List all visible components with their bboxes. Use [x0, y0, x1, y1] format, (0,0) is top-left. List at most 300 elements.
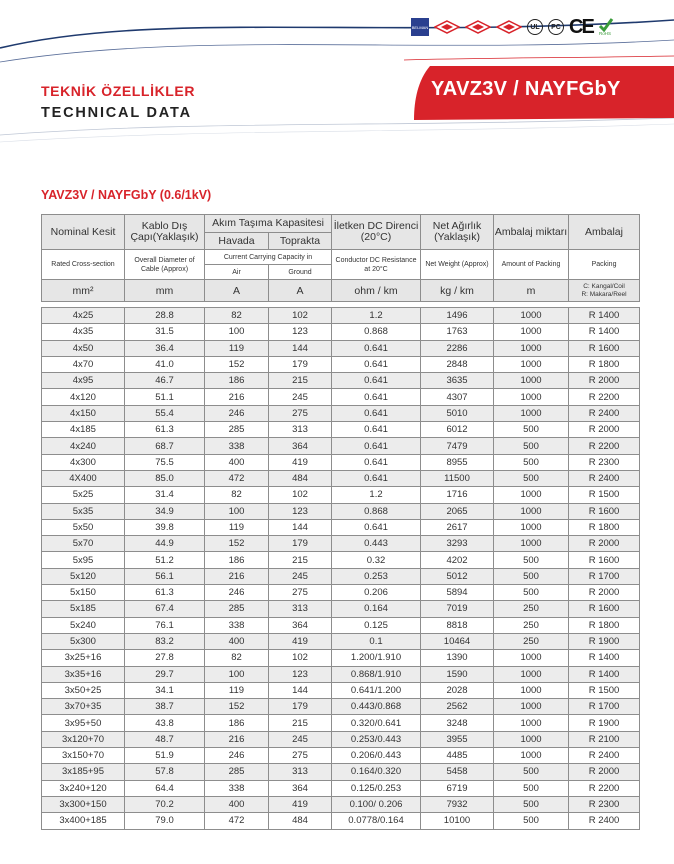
col-header-nominal: Nominal Kesit — [42, 215, 125, 250]
cell-weight: 5010 — [421, 405, 494, 421]
table-row — [42, 487, 640, 503]
cell-resistance: 0.641 — [332, 438, 421, 454]
cell-air: 246 — [205, 585, 269, 601]
cell-diameter: 51.9 — [125, 748, 205, 764]
cell-weight: 3955 — [421, 731, 494, 747]
table-row — [42, 324, 640, 340]
cell-resistance: 0.443 — [332, 536, 421, 552]
table-row — [42, 340, 640, 356]
cell-packing: R 1900 — [569, 715, 640, 731]
cell-packing-amount: 500 — [494, 813, 569, 829]
cell-air: 338 — [205, 438, 269, 454]
cell-ground: 275 — [269, 585, 332, 601]
unit-nominal: mm² — [42, 280, 125, 302]
cell-air: 216 — [205, 731, 269, 747]
cell-weight: 8818 — [421, 617, 494, 633]
cell-diameter: 41.0 — [125, 356, 205, 372]
col-subheader-air: Air — [205, 265, 269, 280]
cell-diameter: 28.8 — [125, 308, 205, 324]
cell-resistance: 0.641 — [332, 519, 421, 535]
cell-section: 3x300+150 — [42, 796, 125, 812]
cell-ground: 123 — [269, 666, 332, 682]
cell-resistance: 0.641 — [332, 356, 421, 372]
table-row — [42, 650, 640, 666]
cell-weight: 8955 — [421, 454, 494, 470]
cell-packing: R 1800 — [569, 617, 640, 633]
cell-weight: 6012 — [421, 422, 494, 438]
cell-weight: 11500 — [421, 470, 494, 486]
cell-packing-amount: 1000 — [494, 715, 569, 731]
cell-air: 338 — [205, 617, 269, 633]
cell-weight: 2617 — [421, 519, 494, 535]
cell-ground: 484 — [269, 813, 332, 829]
cell-diameter: 61.3 — [125, 422, 205, 438]
cell-section: 4x95 — [42, 373, 125, 389]
cell-section: 3x400+185 — [42, 813, 125, 829]
cell-resistance: 0.641 — [332, 454, 421, 470]
cell-resistance: 1.2 — [332, 487, 421, 503]
cell-section: 3x150+70 — [42, 748, 125, 764]
cell-diameter: 76.1 — [125, 617, 205, 633]
table-row — [42, 470, 640, 486]
col-subheader-packing: Packing — [569, 250, 640, 280]
cell-air: 152 — [205, 356, 269, 372]
cell-packing: R 1500 — [569, 682, 640, 698]
cell-resistance: 0.641 — [332, 340, 421, 356]
cell-packing-amount: 500 — [494, 454, 569, 470]
cell-weight: 1590 — [421, 666, 494, 682]
cell-resistance: 0.125 — [332, 617, 421, 633]
cell-resistance: 0.100/ 0.206 — [332, 796, 421, 812]
col-header-ground: Toprakta — [269, 233, 332, 250]
cell-air: 472 — [205, 813, 269, 829]
cell-weight: 4202 — [421, 552, 494, 568]
cell-section: 4x185 — [42, 422, 125, 438]
cell-section: 4x240 — [42, 438, 125, 454]
cell-packing: R 2300 — [569, 454, 640, 470]
cell-weight: 4307 — [421, 389, 494, 405]
cell-resistance: 0.641 — [332, 422, 421, 438]
cell-ground: 245 — [269, 389, 332, 405]
cell-packing: R 1600 — [569, 503, 640, 519]
section-title: YAVZ3V / NAYFGbY (0.6/1kV) — [41, 188, 212, 202]
cell-packing-amount: 1000 — [494, 405, 569, 421]
belman-logo: BELMAN — [411, 18, 429, 36]
cell-air: 338 — [205, 780, 269, 796]
table-row — [42, 454, 640, 470]
table-row — [42, 796, 640, 812]
cell-packing: R 1500 — [569, 487, 640, 503]
cell-resistance: 0.641 — [332, 405, 421, 421]
cell-section: 4x300 — [42, 454, 125, 470]
cell-air: 119 — [205, 519, 269, 535]
cell-ground: 215 — [269, 373, 332, 389]
cell-ground: 123 — [269, 503, 332, 519]
table-row — [42, 633, 640, 649]
cell-ground: 313 — [269, 422, 332, 438]
cell-packing-amount: 1000 — [494, 682, 569, 698]
cell-air: 186 — [205, 552, 269, 568]
cell-packing: R 2300 — [569, 796, 640, 812]
cell-packing-amount: 500 — [494, 438, 569, 454]
cell-weight: 7479 — [421, 438, 494, 454]
cell-resistance: 0.164/0.320 — [332, 764, 421, 780]
cell-section: 3x50+25 — [42, 682, 125, 698]
table-row — [42, 748, 640, 764]
cell-weight: 3635 — [421, 373, 494, 389]
cell-weight: 7932 — [421, 796, 494, 812]
col-header-capacity: Akım Taşıma Kapasitesi — [205, 215, 332, 233]
cell-air: 100 — [205, 666, 269, 682]
cell-diameter: 57.8 — [125, 764, 205, 780]
cell-diameter: 27.8 — [125, 650, 205, 666]
cell-packing-amount: 500 — [494, 470, 569, 486]
cell-diameter: 39.8 — [125, 519, 205, 535]
table-row — [42, 389, 640, 405]
cell-diameter: 61.3 — [125, 585, 205, 601]
table-row — [42, 682, 640, 698]
cell-diameter: 31.4 — [125, 487, 205, 503]
cell-weight: 1390 — [421, 650, 494, 666]
cell-weight: 5894 — [421, 585, 494, 601]
cell-resistance: 0.125/0.253 — [332, 780, 421, 796]
cell-ground: 364 — [269, 617, 332, 633]
table-body — [42, 308, 640, 830]
ce-mark-icon: CE — [569, 16, 593, 38]
cell-air: 186 — [205, 715, 269, 731]
cell-air: 216 — [205, 568, 269, 584]
cell-weight: 2028 — [421, 682, 494, 698]
cell-diameter: 83.2 — [125, 633, 205, 649]
cell-section: 4X400 — [42, 470, 125, 486]
table-row — [42, 699, 640, 715]
cell-resistance: 1.2 — [332, 308, 421, 324]
cell-air: 152 — [205, 699, 269, 715]
cell-packing: R 2000 — [569, 422, 640, 438]
cell-packing-amount: 1000 — [494, 731, 569, 747]
cell-packing-amount: 1000 — [494, 487, 569, 503]
cell-weight: 10464 — [421, 633, 494, 649]
cell-packing: R 2400 — [569, 470, 640, 486]
cell-diameter: 67.4 — [125, 601, 205, 617]
cell-air: 285 — [205, 601, 269, 617]
cell-ground: 245 — [269, 568, 332, 584]
col-subheader-resistance: Conductor DC Resistance at 20°C — [332, 250, 421, 280]
table-row — [42, 617, 640, 633]
cell-air: 246 — [205, 748, 269, 764]
cell-ground: 144 — [269, 340, 332, 356]
cell-air: 100 — [205, 503, 269, 519]
cell-ground: 245 — [269, 731, 332, 747]
cell-packing-amount: 250 — [494, 617, 569, 633]
cell-ground: 144 — [269, 682, 332, 698]
unit-ground: A — [269, 280, 332, 302]
cell-section: 5x300 — [42, 633, 125, 649]
cell-air: 285 — [205, 422, 269, 438]
cell-packing: R 1400 — [569, 308, 640, 324]
cell-packing-amount: 1000 — [494, 503, 569, 519]
cell-section: 3x25+16 — [42, 650, 125, 666]
unit-packing — [569, 280, 640, 302]
cell-section: 4x120 — [42, 389, 125, 405]
cell-ground: 419 — [269, 454, 332, 470]
cell-packing: R 2200 — [569, 438, 640, 454]
col-header-air: Havada — [205, 233, 269, 250]
cell-diameter: 46.7 — [125, 373, 205, 389]
svg-text:RoHS: RoHS — [598, 31, 611, 36]
cell-ground: 484 — [269, 470, 332, 486]
cell-section: 4x150 — [42, 405, 125, 421]
cell-diameter: 44.9 — [125, 536, 205, 552]
cell-diameter: 34.1 — [125, 682, 205, 698]
cell-resistance: 0.206 — [332, 585, 421, 601]
cell-diameter: 34.9 — [125, 503, 205, 519]
cell-ground: 275 — [269, 405, 332, 421]
cell-packing-amount: 1000 — [494, 699, 569, 715]
cell-packing-amount: 1000 — [494, 308, 569, 324]
cell-packing: R 2000 — [569, 764, 640, 780]
cell-packing-amount: 1000 — [494, 340, 569, 356]
cell-section: 3x120+70 — [42, 731, 125, 747]
cell-diameter: 68.7 — [125, 438, 205, 454]
table-row — [42, 764, 640, 780]
cell-resistance: 0.641/1.200 — [332, 682, 421, 698]
cell-air: 119 — [205, 340, 269, 356]
cell-packing-amount: 500 — [494, 552, 569, 568]
cell-ground: 275 — [269, 748, 332, 764]
col-subheader-diameter: Overall Diameter of Cable (Approx) — [125, 250, 205, 280]
table-row — [42, 813, 640, 829]
cell-section: 4x50 — [42, 340, 125, 356]
cell-ground: 364 — [269, 438, 332, 454]
cell-packing: R 2400 — [569, 405, 640, 421]
cell-diameter: 75.5 — [125, 454, 205, 470]
cell-section: 3x240+120 — [42, 780, 125, 796]
cell-ground: 179 — [269, 536, 332, 552]
cell-weight: 2286 — [421, 340, 494, 356]
cell-section: 5x35 — [42, 503, 125, 519]
cell-resistance: 1.200/1.910 — [332, 650, 421, 666]
cell-weight: 1763 — [421, 324, 494, 340]
cell-ground: 179 — [269, 356, 332, 372]
cell-resistance: 0.320/0.641 — [332, 715, 421, 731]
table-row — [42, 715, 640, 731]
cell-resistance: 0.206/0.443 — [332, 748, 421, 764]
cell-weight: 6719 — [421, 780, 494, 796]
col-header-packing-amount: Ambalaj miktarı — [494, 215, 569, 250]
cell-packing: R 1400 — [569, 650, 640, 666]
cell-air: 472 — [205, 470, 269, 486]
cell-packing: R 1400 — [569, 324, 640, 340]
cell-packing: R 2200 — [569, 389, 640, 405]
col-header-weight: Net Ağırlık (Yaklaşık) — [421, 215, 494, 250]
page-title-turkish: TEKNİK ÖZELLİKLER — [41, 83, 196, 99]
cell-weight: 1716 — [421, 487, 494, 503]
cell-diameter: 70.2 — [125, 796, 205, 812]
cell-packing: R 1800 — [569, 356, 640, 372]
table-row — [42, 601, 640, 617]
ul-mark-icon: UL — [527, 19, 543, 35]
cell-ground: 419 — [269, 796, 332, 812]
product-name: YAVZ3V / NAYFGbY — [431, 78, 621, 100]
cell-packing-amount: 1000 — [494, 536, 569, 552]
col-subheader-capacity: Current Carrying Capacity in — [205, 250, 332, 265]
unit-resistance: ohm / km — [332, 280, 421, 302]
cell-packing: R 2000 — [569, 373, 640, 389]
cell-packing-amount: 250 — [494, 601, 569, 617]
cell-weight: 5458 — [421, 764, 494, 780]
cell-packing-amount: 1000 — [494, 519, 569, 535]
table-row — [42, 536, 640, 552]
cell-ground: 313 — [269, 601, 332, 617]
cell-resistance: 0.868 — [332, 503, 421, 519]
cell-ground: 102 — [269, 650, 332, 666]
table-row — [42, 666, 640, 682]
cell-air: 152 — [205, 536, 269, 552]
cell-packing: R 2000 — [569, 585, 640, 601]
cell-air: 400 — [205, 633, 269, 649]
tse-diamond-icon — [496, 20, 522, 34]
cell-packing-amount: 500 — [494, 585, 569, 601]
cell-packing: R 2100 — [569, 731, 640, 747]
cell-ground: 364 — [269, 780, 332, 796]
cell-ground: 102 — [269, 308, 332, 324]
cell-packing-amount: 1000 — [494, 324, 569, 340]
cell-air: 82 — [205, 308, 269, 324]
cell-section: 4x35 — [42, 324, 125, 340]
cell-section: 3x185+95 — [42, 764, 125, 780]
cell-weight: 10100 — [421, 813, 494, 829]
unit-weight: kg / km — [421, 280, 494, 302]
cell-diameter: 29.7 — [125, 666, 205, 682]
cell-packing: R 1900 — [569, 633, 640, 649]
cell-packing: R 1400 — [569, 666, 640, 682]
cell-section: 3x95+50 — [42, 715, 125, 731]
cell-packing: R 1600 — [569, 601, 640, 617]
cell-packing-amount: 1000 — [494, 389, 569, 405]
cell-weight: 2848 — [421, 356, 494, 372]
unit-packing-amount: m — [494, 280, 569, 302]
cell-packing: R 2400 — [569, 748, 640, 764]
cell-section: 5x120 — [42, 568, 125, 584]
cell-weight: 3293 — [421, 536, 494, 552]
cell-air: 186 — [205, 373, 269, 389]
col-header-packing: Ambalaj — [569, 215, 640, 250]
cell-packing-amount: 500 — [494, 780, 569, 796]
table-row — [42, 422, 640, 438]
cell-section: 5x70 — [42, 536, 125, 552]
cell-section: 4x25 — [42, 308, 125, 324]
cell-air: 82 — [205, 487, 269, 503]
cell-packing-amount: 500 — [494, 796, 569, 812]
cell-packing-amount: 1000 — [494, 373, 569, 389]
cell-ground: 102 — [269, 487, 332, 503]
table-row — [42, 568, 640, 584]
cell-packing: R 1700 — [569, 699, 640, 715]
pc-mark-icon: PC — [548, 19, 564, 35]
cell-packing-amount: 1000 — [494, 748, 569, 764]
unit-diameter: mm — [125, 280, 205, 302]
table-row — [42, 585, 640, 601]
technical-data-table — [41, 214, 640, 830]
cell-weight: 3248 — [421, 715, 494, 731]
col-subheader-weight: Net Weight (Approx) — [421, 250, 494, 280]
cell-packing: R 2200 — [569, 780, 640, 796]
cell-resistance: 0.641 — [332, 389, 421, 405]
cell-air: 100 — [205, 324, 269, 340]
cell-packing-amount: 1000 — [494, 650, 569, 666]
cell-ground: 215 — [269, 715, 332, 731]
certification-logos — [411, 18, 614, 36]
cell-weight: 2065 — [421, 503, 494, 519]
cell-air: 119 — [205, 682, 269, 698]
cell-weight: 2562 — [421, 699, 494, 715]
cell-ground: 179 — [269, 699, 332, 715]
cell-packing-amount: 250 — [494, 633, 569, 649]
col-header-resistance: İletken DC Direnci (20°C) — [332, 215, 421, 250]
cell-packing-amount: 1000 — [494, 356, 569, 372]
col-header-diameter: Kablo Dış Çapı(Yaklaşık) — [125, 215, 205, 250]
cell-packing: R 1700 — [569, 568, 640, 584]
cell-air: 400 — [205, 796, 269, 812]
table-row — [42, 438, 640, 454]
cell-packing-amount: 500 — [494, 568, 569, 584]
col-subheader-packing-amount: Amount of Packing — [494, 250, 569, 280]
cell-diameter: 79.0 — [125, 813, 205, 829]
rohs-check-icon — [598, 18, 614, 36]
cell-resistance: 0.0778/0.164 — [332, 813, 421, 829]
cell-diameter: 48.7 — [125, 731, 205, 747]
cell-packing-amount: 500 — [494, 764, 569, 780]
cell-air: 285 — [205, 764, 269, 780]
cell-resistance: 0.253 — [332, 568, 421, 584]
table-row — [42, 373, 640, 389]
cell-ground: 144 — [269, 519, 332, 535]
cell-diameter: 51.1 — [125, 389, 205, 405]
unit-packing-reel: R: Makara/Reel — [581, 290, 627, 298]
cell-ground: 313 — [269, 764, 332, 780]
cell-weight: 1496 — [421, 308, 494, 324]
unit-packing-coil: C: Kangal/Coil — [583, 282, 625, 290]
cell-resistance: 0.868 — [332, 324, 421, 340]
cell-packing: R 1800 — [569, 519, 640, 535]
cell-diameter: 38.7 — [125, 699, 205, 715]
cell-diameter: 56.1 — [125, 568, 205, 584]
cell-section: 5x95 — [42, 552, 125, 568]
table-row — [42, 731, 640, 747]
unit-air: A — [205, 280, 269, 302]
cell-resistance: 0.641 — [332, 470, 421, 486]
cell-resistance: 0.1 — [332, 633, 421, 649]
cell-air: 400 — [205, 454, 269, 470]
standard-diamond-icon — [465, 20, 491, 34]
table-row — [42, 308, 640, 324]
cell-diameter: 43.8 — [125, 715, 205, 731]
cell-ground: 419 — [269, 633, 332, 649]
cell-section: 5x240 — [42, 617, 125, 633]
cell-section: 3x35+16 — [42, 666, 125, 682]
cell-section: 4x70 — [42, 356, 125, 372]
cell-packing: R 1600 — [569, 340, 640, 356]
cell-resistance: 0.32 — [332, 552, 421, 568]
page-title-english: TECHNICAL DATA — [41, 105, 192, 121]
cell-section: 5x150 — [42, 585, 125, 601]
cell-resistance: 0.868/1.910 — [332, 666, 421, 682]
quality-diamond-icon — [434, 20, 460, 34]
cell-packing: R 2000 — [569, 536, 640, 552]
table-row — [42, 356, 640, 372]
cell-diameter: 64.4 — [125, 780, 205, 796]
